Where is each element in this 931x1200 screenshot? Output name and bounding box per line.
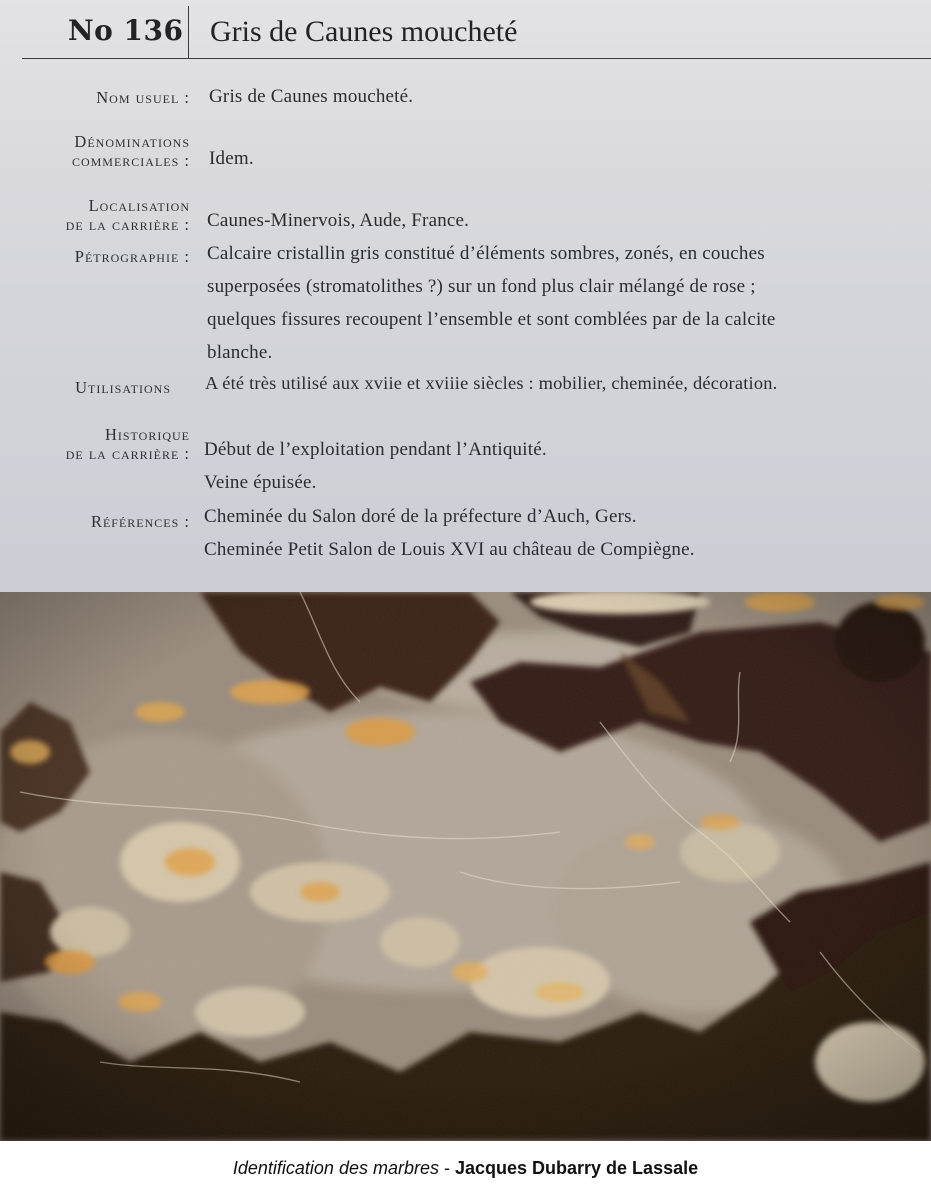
label-historique [66,425,190,463]
entry-number: No 136 [68,14,184,47]
label-localisation-line2: de la carrière : [65,215,190,234]
label-denominations-line1: Dénominations [74,132,190,151]
marble-sample-photo [0,592,931,1141]
figure-caption [0,1158,931,1179]
caption-author: Jacques Dubarry de Lassale [454,1158,699,1178]
value-petrographie [207,237,776,369]
value-historique [204,433,547,499]
caption-separator: - [438,1158,455,1178]
value-localisation: Caunes-Minervois, Aude, France. [207,210,470,231]
value-nom-usuel: Gris de Caunes moucheté. [209,86,414,107]
reference-line: Cheminée Petit Salon de Louis XVI au château de Compiègne. [204,539,695,560]
label-nom-usuel: Nom usuel : [96,88,190,107]
header-rule [22,58,931,59]
petrographie-line: blanche. [207,342,273,363]
catalog-page [0,0,931,592]
label-historique-line2: de la carrière : [65,444,190,463]
label-localisation [66,196,190,234]
label-denominations [72,132,190,170]
value-denominations: Idem. [209,148,254,169]
label-denominations-line2: commerciales : [71,151,190,170]
header-separator [188,6,189,58]
caption-work-title: Identification des marbres [232,1158,439,1178]
reference-line: Cheminée du Salon doré de la préfecture d’Auch, Gers. [204,506,637,527]
label-references: Références : [90,512,190,531]
petrographie-line: quelques fissures recoupent l’ensemble et sont comblées par de la calcite [207,309,776,330]
entry-title: Gris de Caunes moucheté [210,15,518,48]
label-localisation-line1: Localisation [88,196,190,215]
historique-line: Veine épuisée. [204,472,317,493]
marble-texture [0,592,931,1141]
value-references [204,500,695,566]
label-utilisations: Utilisations [75,378,171,397]
label-petrographie: Pétrographie : [74,247,190,266]
petrographie-line: Calcaire cristallin gris constitué d’éléments sombres, zonés, en couches [207,243,765,264]
historique-line: Début de l’exploitation pendant l’Antiquité. [204,439,547,460]
value-utilisations: A été très utilisé aux xviie et xviiie siècles : mobilier, cheminée, décoration. [205,373,778,393]
label-historique-line1: Historique [104,425,190,444]
petrographie-line: superposées (stromatolithes ?) sur un fond plus clair mélangé de rose ; [207,276,756,297]
